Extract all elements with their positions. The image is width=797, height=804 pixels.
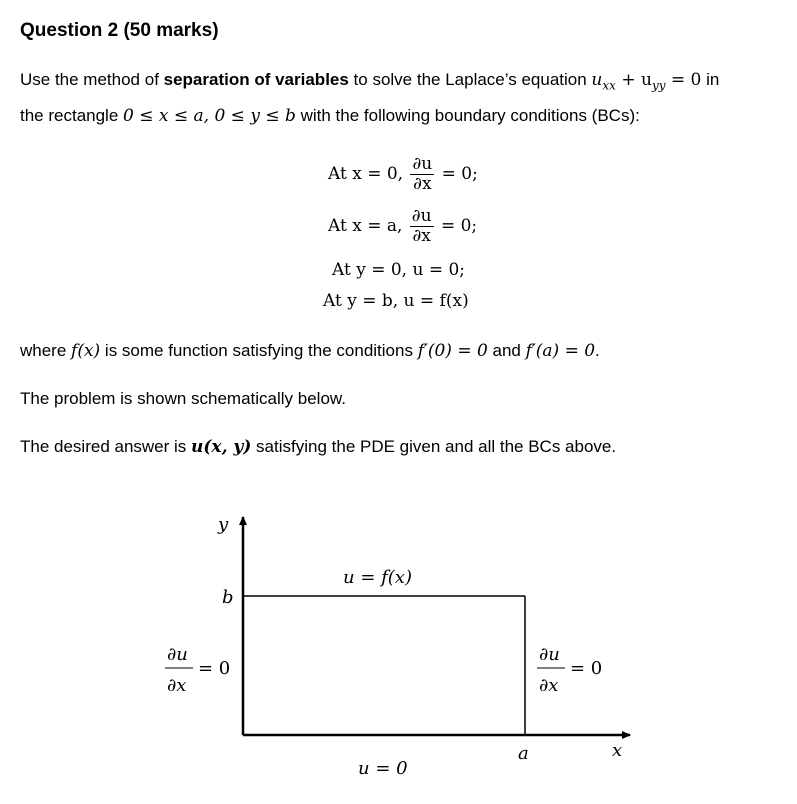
desired-answer-line: The desired answer is u(x, y) satisfying the PDE given and all the BCs above. xyxy=(20,437,617,457)
bc-xa-fraction: $\frac{\partial u}{\partial x}$ xyxy=(411,206,432,246)
right-derivative-rhs: = 0 xyxy=(570,658,603,679)
right-derivative-num: ∂u xyxy=(539,644,560,665)
intro-text-pre: Use the method of xyxy=(20,70,164,89)
bc-x0: At x = 0, $\frac{\partial u}{\partial x}$ = 0; xyxy=(328,154,478,194)
left-derivative-num: ∂u xyxy=(167,644,188,665)
laplace-equation: $u_{xx} + u_{yy} = 0$ xyxy=(591,70,702,93)
y-axis-label: y xyxy=(218,514,229,535)
top-bc-label: u = f(x) xyxy=(343,567,412,588)
x-axis-label: x xyxy=(612,740,623,761)
question-title: Question 2 (50 marks) xyxy=(20,20,219,41)
intro-bold-method: separation of variables xyxy=(163,70,349,89)
bc-y0: At y = 0, u = 0; xyxy=(332,260,466,280)
left-derivative-den: ∂x xyxy=(167,675,187,696)
intro-text-mid: to solve the Laplace’s equation xyxy=(348,70,592,89)
bc-x0-fraction: $\frac{\partial u}{\partial x}$ xyxy=(412,154,433,194)
intro-line2-post: with the following boundary conditions (BCs): xyxy=(295,106,640,125)
intro-line2-pre: the rectangle xyxy=(20,106,124,125)
schematic-note: The problem is shown schematically below. xyxy=(20,389,346,408)
where-fx: f(x) xyxy=(71,341,101,361)
left-derivative-rhs: = 0 xyxy=(198,658,231,679)
intro-line-2 xyxy=(20,106,640,126)
bc-xa: At x = a, $\frac{\partial u}{\partial x}$ = 0; xyxy=(328,206,478,246)
a-label: a xyxy=(518,743,529,764)
bc-yb: At y = b, u = f(x) xyxy=(323,291,469,311)
intro-text-post: in xyxy=(701,70,720,89)
where-line: where f(x) is some function satisfying the conditions f′(0) = 0 and f′(a) = 0. xyxy=(20,341,600,361)
right-derivative-den: ∂x xyxy=(539,675,559,696)
bottom-bc-label: u = 0 xyxy=(358,758,408,779)
intro-line-1 xyxy=(20,70,719,92)
rectangle-domain: 0 ≤ x ≤ a, 0 ≤ y ≤ b xyxy=(123,106,296,126)
condition-2: f′(a) = 0 xyxy=(525,341,596,361)
desired-u: u(x, y) xyxy=(191,437,252,457)
condition-1: f′(0) = 0 xyxy=(417,341,488,361)
b-label: b xyxy=(222,587,234,608)
